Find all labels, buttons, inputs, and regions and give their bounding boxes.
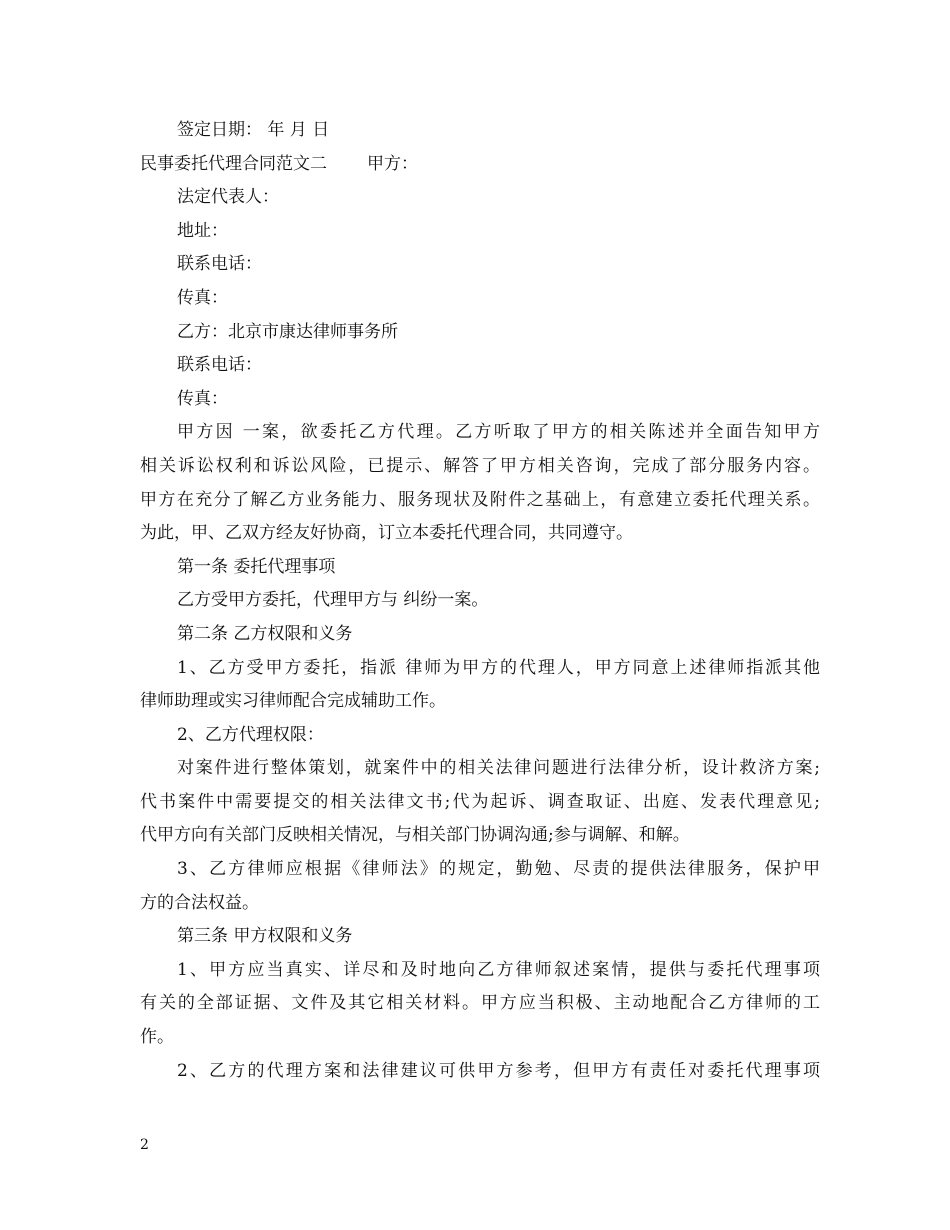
body-line: 2、乙方的代理方案和法律建议可供甲方参考，但甲方有责任对委托代理事项 [177,1060,820,1081]
phone-line-b [140,349,820,383]
contract-title: 民事委托代理合同范文二 [140,153,327,174]
line-text: 联系电话： [177,254,262,275]
line-text: 联系电话： [177,355,262,376]
body-line: 甲方在充分了解乙方业务能力、服务现状及附件之基础上，有意建立委托代理关系。 [140,489,820,510]
body-line: 有关的全部证据、文件及其它相关材料。甲方应当积极、主动地配合乙方律师的工 [140,993,820,1014]
line-text: 法定代表人： [177,187,279,208]
address-line [140,215,820,249]
fax-line-b [140,383,820,417]
body-line: 为此，甲、乙双方经友好协商，订立本委托代理合同，共同遵守。 [140,523,633,544]
page-number: 2 [140,1137,149,1153]
body-line: 1、甲方应当真实、详尽和及时地向乙方律师叙述案情，提供与委托代理事项 [177,959,820,980]
line-text: 乙方：北京市康达律师事务所 [177,321,398,342]
line-text: 地址： [177,220,228,241]
article-heading: 第二条 乙方权限和义务 [177,623,353,644]
line-text: 传真： [177,287,228,308]
body-line: 1、乙方受甲方委托，指派 律师为甲方的代理人，甲方同意上述律师指派其他 [177,657,820,678]
line-text: 签定日期： 年 月 日 [177,120,330,140]
party-a-label: 甲方： [367,153,418,174]
contract-title-line [140,148,820,182]
body-line: 对案件进行整体策划，就案件中的相关法律问题进行法律分析，设计救济方案; [177,758,820,779]
body-line: 相关诉讼权利和诉讼风险，已提示、解答了甲方相关咨询，完成了部分服务内容。 [140,455,820,476]
article-heading: 第三条 甲方权限和义务 [177,926,353,947]
legal-representative-line [140,181,820,215]
signing-date-line [140,114,820,148]
body-line: 作。 [140,1027,174,1048]
party-b-line [140,316,820,350]
body-line: 代甲方向有关部门反映相关情况，与相关部门协调沟通;参与调解、和解。 [140,825,690,846]
phone-line-a [140,248,820,282]
body-line: 方的合法权益。 [140,892,259,913]
document-body [140,114,820,1088]
body-line: 2、乙方代理权限： [177,724,324,745]
fax-line-a [140,282,820,316]
body-line: 乙方受甲方委托，代理甲方与 纠纷一案。 [177,590,489,611]
line-text: 传真： [177,388,228,409]
body-line: 甲方因 一案，欲委托乙方代理。乙方听取了甲方的相关陈述并全面告知甲方 [177,422,820,443]
body-line: 律师助理或实习律师配合完成辅助工作。 [140,691,446,712]
body-line: 3、乙方律师应根据《律师法》的规定，勤勉、尽责的提供法律服务，保护甲 [177,859,820,880]
body-line: 代书案件中需要提交的相关法律文书;代为起诉、调查取证、出庭、发表代理意见; [140,791,820,812]
article-heading: 第一条 委托代理事项 [177,556,336,577]
